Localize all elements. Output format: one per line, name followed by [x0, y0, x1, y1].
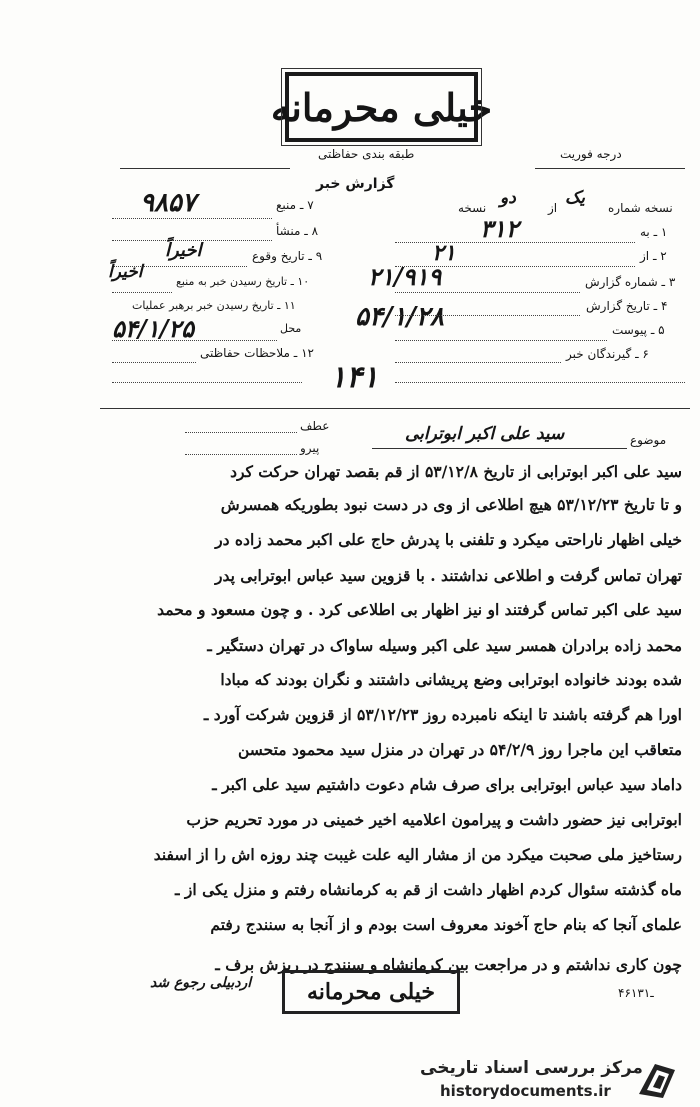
- body-line: رستاخیز ملی صحبت میکرد من از مشار الیه علت غیبت چند روزه اش را از اسفند: [153, 845, 682, 864]
- body-line: خیلی اظهار ناراحتی میکرد و تلفنی با پدرش حاج علی اکبر محمد زاده در: [215, 530, 682, 549]
- classification-label: طبقه بندی حفاظتی: [318, 147, 415, 161]
- field-source-received-value: اخیراً: [108, 262, 143, 282]
- field-attachment-label: ۵ ـ پیوست: [612, 323, 665, 337]
- file-number: ۱۴۱: [330, 360, 379, 395]
- dotted-line: [112, 292, 172, 293]
- field-source-received-label: ۱۰ ـ تاریخ رسیدن خبر به منبع: [176, 275, 310, 288]
- body-line: تهران تماس گرفت و اطلاعی نداشتند . با قزوین سید عباس ابوترابی پدر: [214, 566, 682, 585]
- copy-label: نسخه: [458, 201, 487, 215]
- copy-of-label: از: [548, 201, 558, 215]
- field-to-label: ۱ ـ به: [640, 225, 668, 239]
- body-line: شده بودند خانواده ابوترابی وضع پریشانی داشتند و نگران بودند که مبادا: [220, 670, 682, 689]
- field-ops-received-label: ۱۱ ـ تاریخ رسیدن خبر برهبر عملیات: [132, 299, 296, 312]
- urgency-label: درجه فوریت: [560, 147, 622, 161]
- field-recipients-label: ۶ ـ گیرندگان خبر: [566, 347, 649, 361]
- handwritten-note: اردبیلی رجوع شد: [150, 975, 252, 991]
- body-line: متعاقب این ماجرا روز ۵۴/۲/۹ در تهران در منزل سید محمود متحسن: [238, 740, 682, 759]
- atf-label: عطف: [300, 419, 330, 433]
- field-security-notes-label: ۱۲ ـ ملاحظات حفاظتی: [200, 346, 314, 360]
- field-report-date-label: ۴ ـ تاریخ گزارش: [586, 299, 668, 313]
- field-source-label: ۷ ـ منبع: [276, 198, 314, 212]
- dotted-line: [395, 340, 607, 341]
- body-line: داماد سید عباس ابوترابی برای صرف شام دعوت داشتیم سید علی اکبر ـ: [212, 775, 682, 794]
- field-report-number-label: ۳ ـ شماره گزارش: [585, 275, 676, 289]
- archive-logo-icon: [635, 1060, 679, 1100]
- bottom-stamp-text: خیلی محرمانه: [306, 979, 436, 1005]
- body-line: اورا هم گرفته باشند تا اینکه نامبرده روز ۵۳/۱۲/۲۳ از قزوین شرکت آورد ـ: [203, 705, 682, 724]
- field-from-value: ۲۱: [432, 240, 456, 266]
- body-line: سید علی اکبر ابوترابی از تاریخ ۵۳/۱۲/۸ از قم بقصد تهران حرکت کرد: [230, 462, 682, 481]
- dotted-line: [185, 432, 297, 433]
- dotted-line: [395, 362, 561, 363]
- field-origin-label: ۸ ـ منشأ: [276, 224, 319, 238]
- top-confidential-stamp: [270, 72, 493, 142]
- dotted-line: [395, 382, 685, 383]
- dotted-line: [395, 242, 635, 243]
- dotted-line: [112, 340, 277, 341]
- body-line: چون کاری نداشتم و در مراجعت بین کرمانشاه و سنندج در ریزش برف ـ: [215, 955, 682, 974]
- copy-number-label: نسخه شماره: [608, 201, 673, 215]
- field-source-value: ۹۸۵۷: [140, 188, 196, 218]
- body-line: ماه گذشته سئوال کردم اظهار داشت از قم به کرمانشاه رفتم و منزل یکی از ـ: [174, 880, 682, 899]
- field-occurrence-date-value: اخیراً: [165, 240, 202, 261]
- field-from-label: ۲ ـ از: [640, 249, 667, 263]
- subject-label: موضوع: [630, 433, 667, 447]
- body-line: ابوترابی نیز حضور داشت و پیرامون اعلامیه اخیر خمینی در مورد تحریم حزب: [186, 810, 682, 829]
- field-to-value: ۳۱۲: [480, 214, 519, 243]
- site-url[interactable]: historydocuments.ir: [440, 1082, 611, 1100]
- dotted-line: [112, 382, 302, 383]
- field-location-value: ۵۴/۱/۲۵: [112, 314, 194, 343]
- subject-value: سید علی اکبر ابوترابی: [405, 424, 565, 444]
- dotted-line: [395, 315, 580, 316]
- body-line: و تا تاریخ ۵۳/۱۲/۲۳ هیچ اطلاعی از وی در دست نبود بطوریکه همسرش: [220, 495, 682, 514]
- field-report-number-value: ۲۱/۹۱۹: [368, 262, 442, 291]
- copy-of-value: دو: [500, 188, 516, 208]
- form-divider: [100, 408, 690, 409]
- dotted-line: [185, 454, 297, 455]
- dotted-line: [112, 362, 196, 363]
- body-line: محمد زاده برادران همسر سید علی اکبر وسیله ساواک در تهران دستگیر ـ: [207, 636, 682, 655]
- body-line: علمای آنجا که بنام حاج آخوند معروف است بودم و از آنجا به سنندج رفتم: [210, 915, 682, 934]
- body-line: سید علی اکبر تماس گرفتند او نیز اظهار بی اطلاعی کرد . و چون مسعود و محمد: [157, 600, 682, 619]
- field-occurrence-date-label: ۹ ـ تاریخ وقوع: [252, 249, 323, 263]
- field-location-label: محل: [280, 322, 302, 335]
- header-rule-left: [120, 168, 290, 169]
- dotted-line: [395, 292, 580, 293]
- peiro-label: پیرو: [300, 441, 320, 455]
- copy-number-value: یک: [565, 188, 585, 208]
- field-report-date-value: ۵۴/۱/۲۸: [355, 302, 444, 332]
- org-name: مرکز بررسی اسناد تاریخی: [420, 1058, 643, 1078]
- bottom-confidential-stamp: [282, 970, 460, 1014]
- report-title: گزارش خبر: [316, 176, 395, 192]
- top-stamp-text: خیلی محرمانه: [270, 84, 493, 130]
- archive-code: ۴۶ـ۱۳۱: [618, 986, 654, 1000]
- dotted-line: [112, 218, 272, 219]
- header-rule-right: [535, 168, 685, 169]
- subject-underline: [372, 448, 627, 449]
